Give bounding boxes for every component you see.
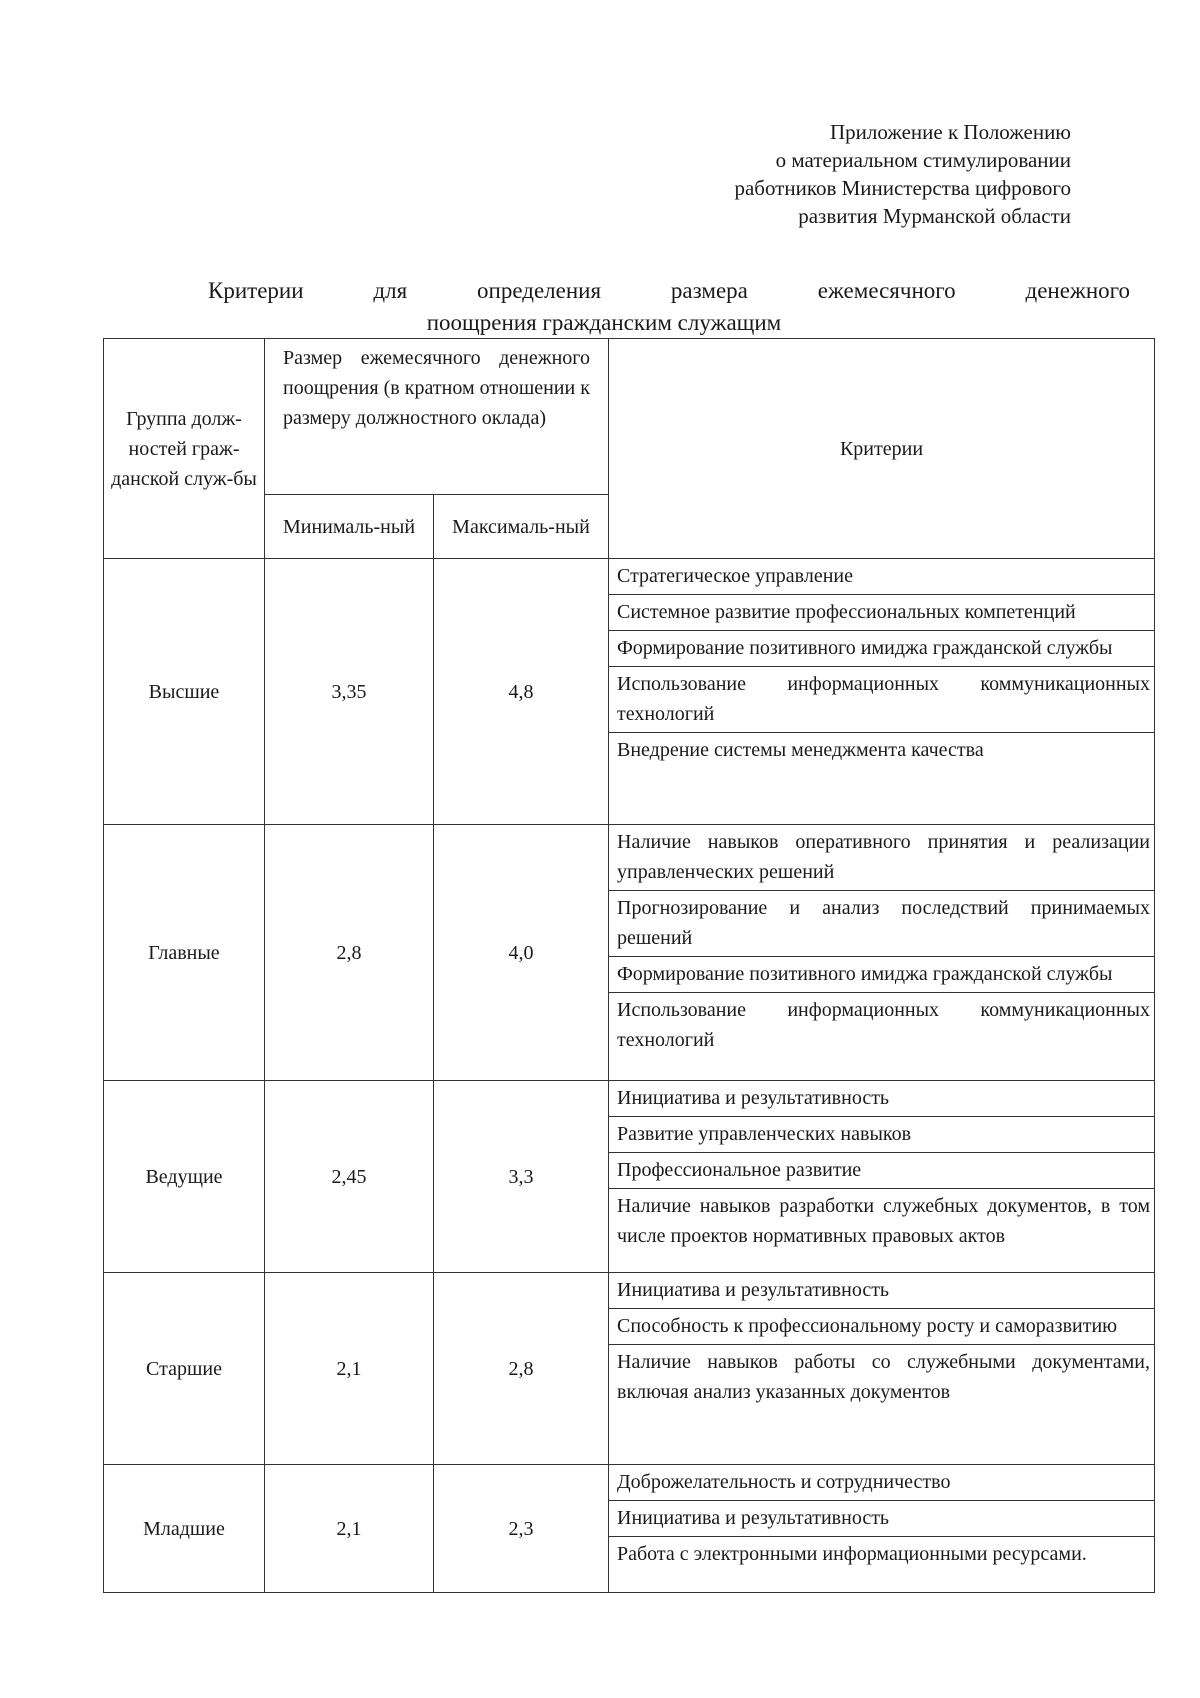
group-cell: Высшие <box>104 559 265 825</box>
criteria-item: Наличие навыков работы со служебными документами, включая анализ указанных документов <box>617 1351 1150 1403</box>
appendix-line: о материальном стимулировании <box>775 148 1071 172</box>
table-row <box>104 1273 1155 1465</box>
min-value-cell: 3,35 <box>265 559 434 825</box>
table-row <box>104 559 1155 825</box>
appendix-line: развития Мурманской области <box>798 204 1071 228</box>
criteria-list <box>609 1081 1154 1254</box>
group-cell: Главные <box>104 825 265 1081</box>
criteria-item: Системное развитие профессиональных компетенций <box>609 595 1154 631</box>
header-size: Размер ежемесячного денежного поощрения (в кратном отношении к размеру должностного оклада) <box>265 339 609 495</box>
criteria-cell <box>609 559 1155 825</box>
criteria-item: Формирование позитивного имиджа гражданской службы <box>609 631 1154 667</box>
criteria-cell <box>609 1465 1155 1593</box>
min-value-cell: 2,1 <box>265 1465 434 1593</box>
criteria-list <box>609 559 1154 768</box>
criteria-item: Прогнозирование и анализ последствий принимаемых решений <box>609 891 1154 957</box>
table-row <box>104 1465 1155 1593</box>
criteria-item: Наличие навыков оперативного принятия и реализации управленческих решений <box>609 825 1154 891</box>
criteria-list <box>609 825 1154 1058</box>
criteria-cell <box>609 1081 1155 1273</box>
header-criteria: Критерии <box>609 339 1155 559</box>
appendix-header <box>734 118 1071 230</box>
max-value-cell: 4,8 <box>434 559 609 825</box>
criteria-item: Наличие навыков разработки служебных документов, в том числе проектов нормативных правовых актов <box>617 1195 1150 1247</box>
criteria-item: Доброжелательность и сотрудничество <box>609 1465 1154 1501</box>
group-cell: Старшие <box>104 1273 265 1465</box>
header-max: Максималь-ный <box>434 495 609 559</box>
title-line-1: Критерии для определения размера ежемесячного денежного <box>208 278 1130 303</box>
criteria-item: Инициатива и результативность <box>609 1501 1154 1537</box>
title-line-2: поощрения гражданским служащим <box>426 310 782 335</box>
criteria-list <box>609 1273 1154 1410</box>
appendix-line: Приложение к Положению <box>830 120 1071 144</box>
criteria-item: Способность к профессиональному росту и саморазвитию <box>609 1309 1154 1345</box>
document-title <box>208 275 1130 339</box>
max-value-cell: 2,8 <box>434 1273 609 1465</box>
criteria-item: Инициатива и результативность <box>609 1273 1154 1309</box>
criteria-item: Работа с электронными информационными ресурсами. <box>617 1543 1087 1565</box>
criteria-item: Профессиональное развитие <box>609 1153 1154 1189</box>
max-value-cell: 3,3 <box>434 1081 609 1273</box>
min-value-cell: 2,8 <box>265 825 434 1081</box>
criteria-item: Стратегическое управление <box>609 559 1154 595</box>
header-group: Группа долж-ностей граж-данской служ-бы <box>104 339 265 559</box>
max-value-cell: 2,3 <box>434 1465 609 1593</box>
header-row <box>104 339 1155 495</box>
group-cell: Младшие <box>104 1465 265 1593</box>
max-value-cell: 4,0 <box>434 825 609 1081</box>
min-value-cell: 2,45 <box>265 1081 434 1273</box>
criteria-item: Использование информационных коммуникационных технологий <box>617 999 1150 1051</box>
criteria-item: Использование информационных коммуникационных технологий <box>609 667 1154 733</box>
criteria-item: Внедрение системы менеджмента качества <box>617 739 984 761</box>
criteria-item: Развитие управленческих навыков <box>609 1117 1154 1153</box>
criteria-item: Инициатива и результативность <box>609 1081 1154 1117</box>
criteria-table <box>103 338 1155 1593</box>
group-cell: Ведущие <box>104 1081 265 1273</box>
criteria-cell <box>609 825 1155 1081</box>
header-min: Минималь-ный <box>265 495 434 559</box>
min-value-cell: 2,1 <box>265 1273 434 1465</box>
table-row <box>104 1081 1155 1273</box>
criteria-list <box>609 1465 1154 1572</box>
criteria-cell <box>609 1273 1155 1465</box>
table-row <box>104 825 1155 1081</box>
criteria-item: Формирование позитивного имиджа гражданской службы <box>609 957 1154 993</box>
appendix-line: работников Министерства цифрового <box>734 176 1071 200</box>
